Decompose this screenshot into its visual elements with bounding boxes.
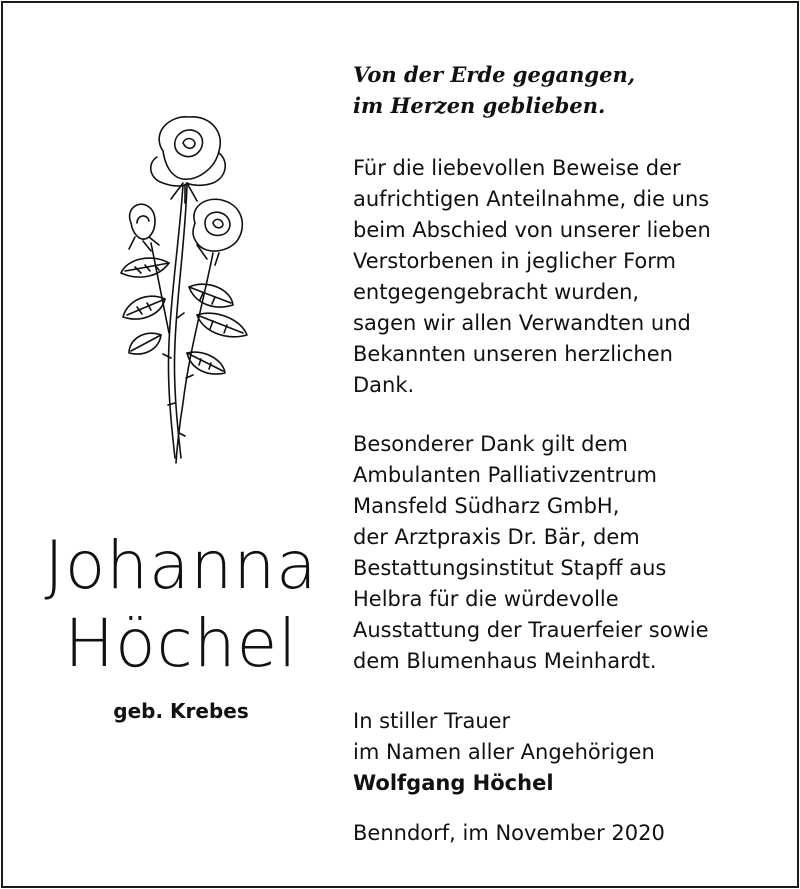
text-line: Mansfeld Südharz GmbH, <box>353 494 620 518</box>
thanks-paragraph <box>353 153 793 401</box>
text-line: Dank. <box>353 373 415 397</box>
text-line: In stiller Trauer <box>353 709 511 733</box>
signatory-name: Wolfgang Höchel <box>353 771 554 795</box>
motto <box>353 59 793 121</box>
text-line: aufrichtigen Anteilnahme, die uns <box>353 187 710 211</box>
special-thanks-paragraph <box>353 429 793 677</box>
text-line: Für die liebevollen Beweise der <box>353 156 681 180</box>
text-line: sagen wir allen Verwandten und <box>353 311 691 335</box>
text-line: im Namen aller Angehörigen <box>353 740 655 764</box>
text-line: Verstorbenen in jeglicher Form <box>353 249 676 273</box>
deceased-first-name: Johanna <box>44 527 318 604</box>
text-line: Besonderer Dank gilt dem <box>353 432 628 456</box>
text-line: beim Abschied von unserer lieben <box>353 218 711 242</box>
text-line: Bestattungsinstitut Stapff aus <box>353 556 667 580</box>
deceased-last-name: Höchel <box>64 605 298 682</box>
text-line: entgegengebracht wurden, <box>353 280 640 304</box>
text-line: der Arztpraxis Dr. Bär, dem <box>353 525 640 549</box>
mourning-block <box>353 706 793 799</box>
obituary-card <box>1 1 799 888</box>
rose-illustration <box>91 103 261 473</box>
place-date: Benndorf, im November 2020 <box>353 821 665 845</box>
text-line: Ambulanten Palliativzentrum <box>353 463 657 487</box>
motto-line: im Herzen geblieben. <box>353 93 606 118</box>
text-line: dem Blumenhaus Meinhardt. <box>353 649 657 673</box>
text-line: Bekannten unseren herzlichen <box>353 342 673 366</box>
motto-line: Von der Erde gegangen, <box>353 62 636 87</box>
text-line: Ausstattung der Trauerfeier sowie <box>353 618 709 642</box>
text-line: Helbra für die würdevolle <box>353 587 619 611</box>
deceased-birth-name: geb. Krebes <box>113 699 249 723</box>
